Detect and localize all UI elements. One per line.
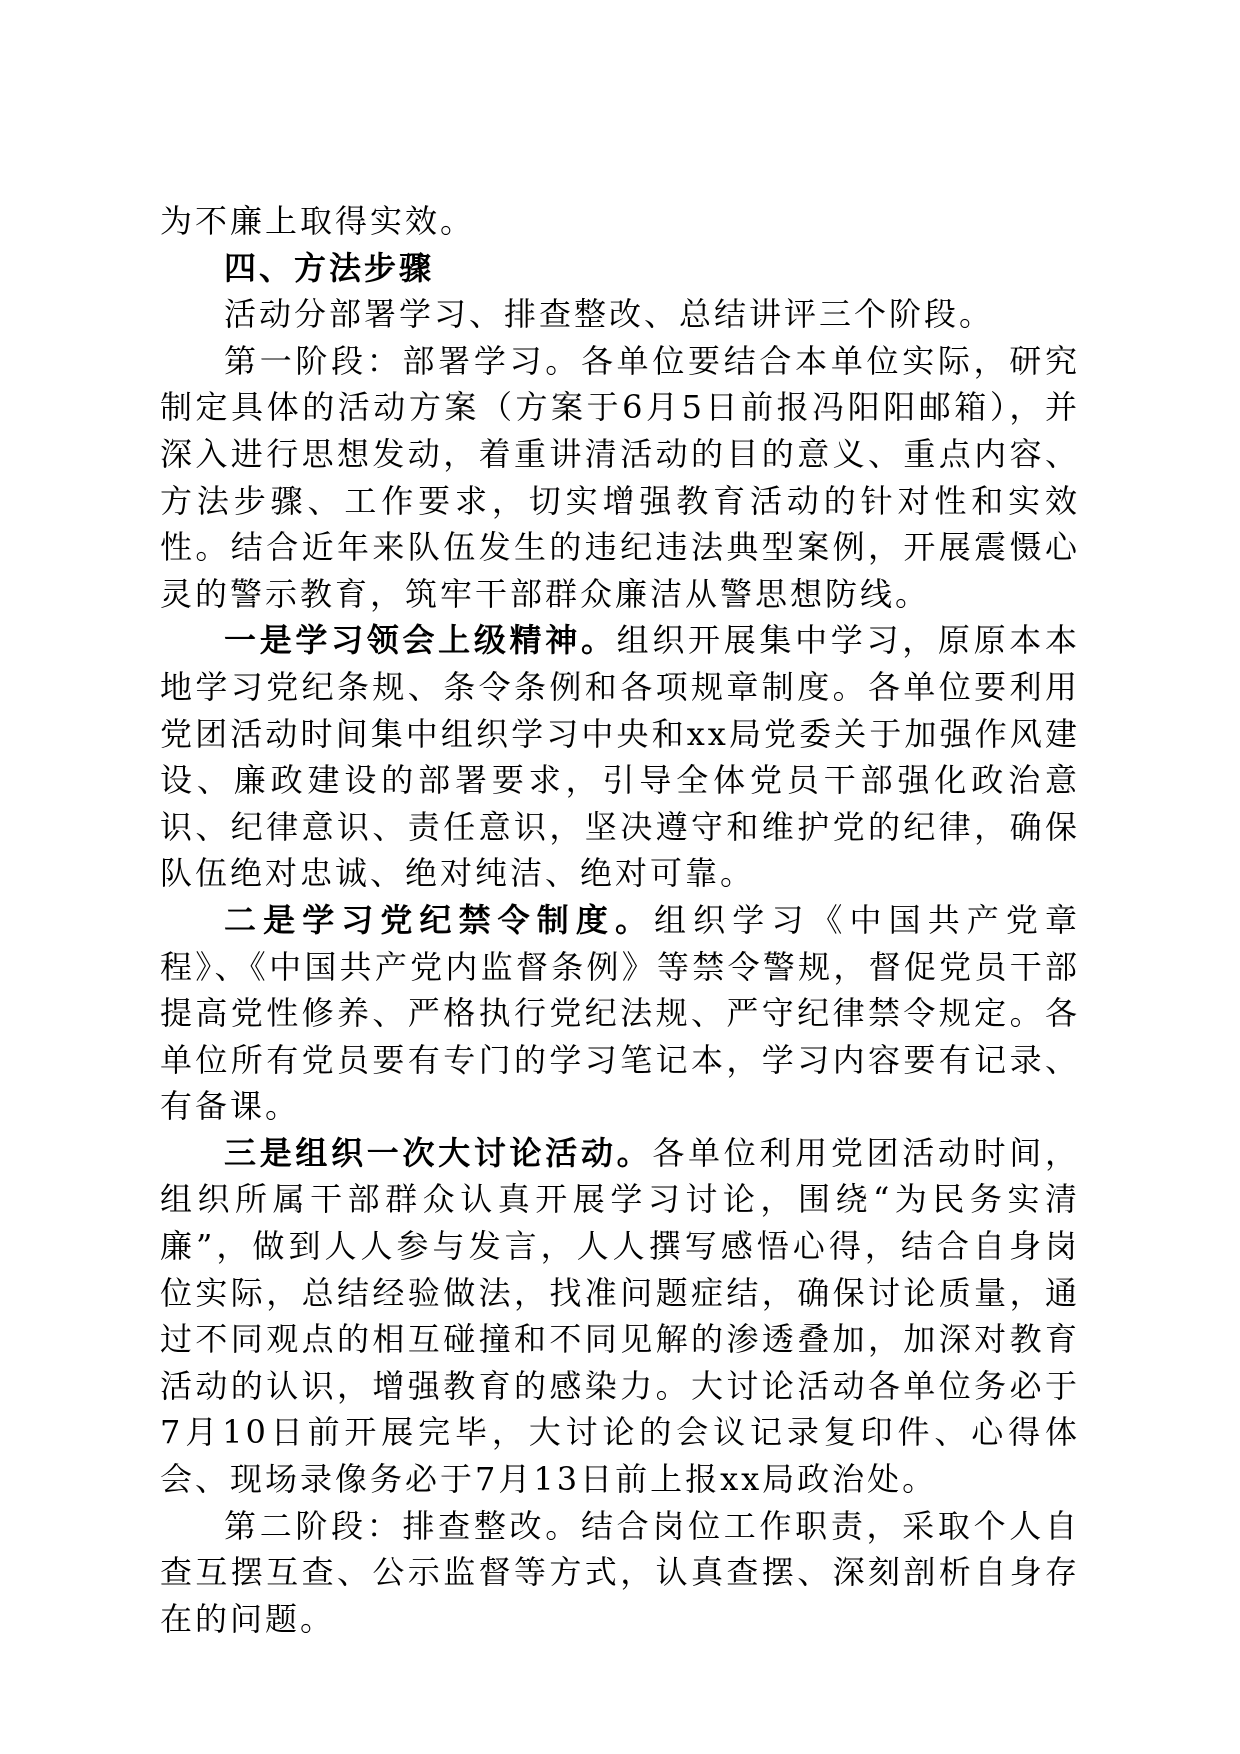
- item-one-lead: 一是学习领会上级精神。: [224, 621, 617, 660]
- document-page: [160, 198, 1080, 1642]
- paragraph-item-one: [160, 617, 1080, 897]
- paragraph-overview: 活动分部署学习、排查整改、总结讲评三个阶段。: [224, 295, 995, 334]
- item-two-lead: 二是学习党纪禁令制度。: [224, 900, 655, 939]
- paragraph-continuation: 为不廉上取得实效。: [160, 202, 476, 240]
- section-heading: 四、方法步骤: [224, 248, 435, 287]
- paragraph-stage-one: 第一阶段：部署学习。各单位要结合本单位实际，研究制定具体的活动方案（方案于6月5日前报冯阳阳邮箱），并深入进行思想发动，着重讲清活动的目的意义、重点内容、方法步骤、工作要求，切实增强教育活动的针对性和实效性。结合近年来队伍发生的违纪违法典型案例，开展震慑心灵的警示教育，筑牢干部群众廉洁从警思想防线。: [160, 341, 1080, 613]
- item-three-lead: 三是组织一次大讨论活动。: [224, 1133, 653, 1172]
- item-two-body: 组织学习《中国共产党章程》、《中国共产党内监督条例》等禁令警规，督促党员干部提高党性修养、严格执行党纪法规、严守纪律禁令规定。各单位所有党员要有专门的学习笔记本，学习内容要有记录、有备课。: [160, 900, 1080, 1126]
- item-three-body: 各单位利用党团活动时间，组织所属干部群众认真开展学习讨论，围绕“为民务实清廉”，做到人人参与发言，人人撰写感悟心得，结合自身岗位实际，总结经验做法，找准问题症结，确保讨论质量，通过不同观点的相互碰撞和不同见解的渗透叠加，加深对教育活动的认识，增强教育的感染力。大讨论活动各单位务必于7月10日前开展完毕，大讨论的会议记录复印件、心得体会、现场录像务必于7月13日前上报xx局政治处。: [160, 1133, 1080, 1499]
- paragraph-stage-two: 第二阶段：排查整改。结合岗位工作职责，采取个人自查互摆互查、公示监督等方式，认真查摆、深刻剖析自身存在的问题。: [160, 1506, 1080, 1638]
- item-one-body: 组织开展集中学习，原原本本地学习党纪条规、条令条例和各项规章制度。各单位要利用党团活动时间集中组织学习中央和xx局党委关于加强作风建设、廉政建设的部署要求，引导全体党员干部强化政治意识、纪律意识、责任意识，坚决遵守和维护党的纪律，确保队伍绝对忠诚、绝对纯洁、绝对可靠。: [160, 621, 1080, 893]
- paragraph-item-two: [160, 897, 1080, 1130]
- paragraph-item-three: [160, 1130, 1080, 1503]
